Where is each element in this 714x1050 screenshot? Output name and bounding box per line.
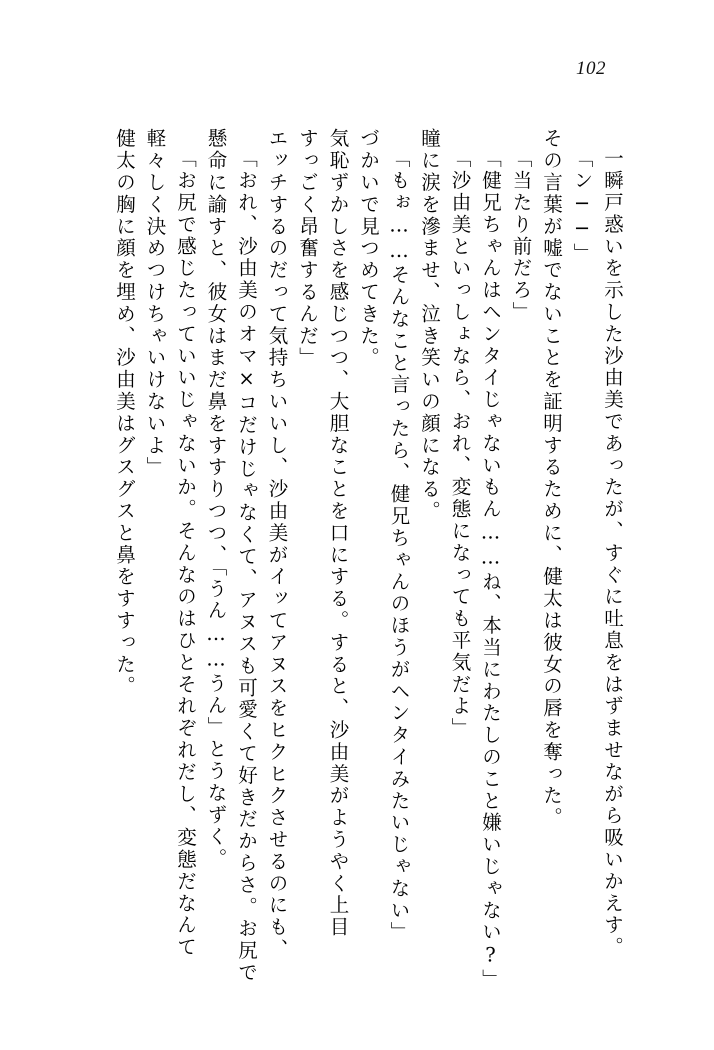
text-line: 「健兄ちゃんはヘンタイじゃないもん……ね、本当にわたしのこと嫌いじゃない?」	[479, 148, 502, 991]
page-number: 102	[576, 58, 606, 79]
text-line: 軽々しく決めつけちゃいけないよ」	[143, 128, 167, 479]
text-line: づかいで見つめてきた。	[357, 128, 380, 369]
text-line: 「ン──」	[570, 148, 594, 265]
text-line: 健太の胸に顔を埋め、沙由美はグスグスと鼻をすすった。	[113, 128, 136, 698]
text-line: 「もぉ……そんなこと言ったら、健兄ちゃんのほうがヘンタイみたいじゃない」	[387, 148, 411, 944]
vertical-text-block	[62, 128, 624, 991]
text-line: 「おれ、沙由美のオマ×コだけじゃなくて、アヌスも可愛くて好きだからさ。お尻で	[235, 148, 258, 984]
text-line: 懸命に諭すと、彼女はまだ鼻をすすりつつ、「うん……うん」とうなずく。	[204, 128, 228, 870]
text-line: 「当たり前だろ」	[509, 148, 533, 324]
text-line: 「沙由美といっしょなら、おれ、変態になっても平気だよ」	[448, 148, 472, 740]
text-line: エッチするのだって気持ちいいし、沙由美がイッてアヌスをヒクヒクさせるのにも、	[265, 128, 289, 961]
text-line: 気恥ずかしさを感じつつ、大胆なことを口にする。すると、沙由美がようやく上目	[326, 128, 350, 939]
text-line: 瞳に涙を滲ませ、泣き笑いの顔になる。	[418, 128, 441, 523]
text-line: その言葉が嘘でないことを証明するために、健太は彼女の唇を奪った。	[540, 128, 563, 829]
text-line: 「お尻で感じたっていいじゃないか。そんなのはひとそれぞれだし、変態だなんて	[174, 148, 197, 959]
text-line: 一瞬戸惑いを示した沙由美であったが、すぐに吐息をはずませながら吸いかえす。	[601, 148, 624, 959]
text-line: すっごく昂奮するんだ」	[296, 128, 319, 369]
